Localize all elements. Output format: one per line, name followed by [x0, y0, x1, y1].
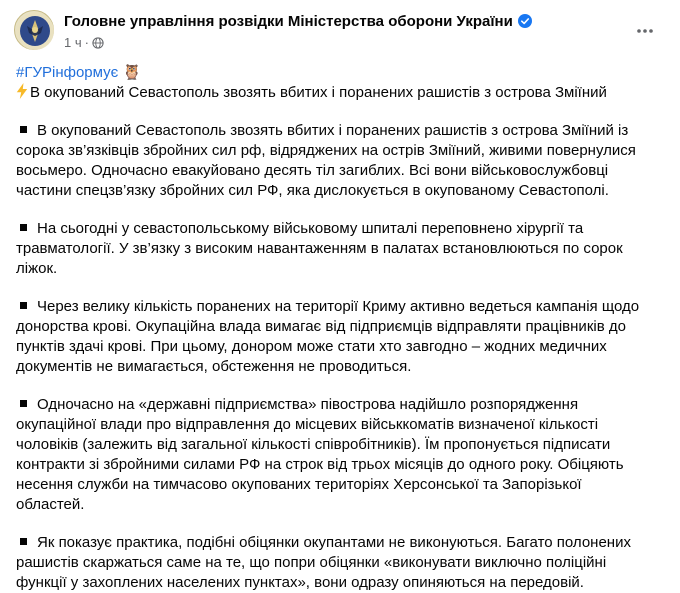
headline-text: В окупований Севастополь звозять вбитих і поранених рашистів з острова Зміїний: [30, 84, 607, 101]
paragraph-1: [16, 121, 656, 201]
paragraph-line: сорока зв’язківців збройних сил рф, відряджених на острів Зміїний, живими повернулися: [16, 142, 636, 159]
page-name-text[interactable]: Головне управління розвідки Міністерства оборони України: [64, 13, 513, 30]
paragraph-line: [16, 297, 656, 317]
paragraph-line: [16, 219, 656, 239]
page-name[interactable]: [64, 13, 532, 30]
lightning-icon: [16, 83, 28, 99]
paragraph-line: частини спецзв’язку збройних сил РФ, яка дислокується в окупованому Севастополі.: [16, 182, 609, 199]
page-avatar[interactable]: [14, 10, 54, 50]
bullet-icon: [20, 302, 27, 309]
paragraph-4: [16, 395, 656, 515]
paragraph-line: несення служби на тимчасово окупованих територіях Херсонської та Запорізької: [16, 476, 582, 493]
gur-emblem-icon: [15, 11, 55, 51]
paragraph-line: [16, 533, 656, 553]
bullet-icon: [20, 538, 27, 545]
paragraph-line: контракти зі збройними силами РФ на строк від трьох місяців до одного року. Обіцяють: [16, 456, 624, 473]
paragraph-2: [16, 219, 656, 279]
post-header: [14, 10, 666, 58]
verified-badge-icon: [518, 14, 532, 28]
hashtag-link[interactable]: #ГУРінформує: [16, 64, 119, 81]
post-body: [16, 63, 656, 593]
post-headline: [16, 83, 656, 103]
paragraph-line: функції у захоплених населених пунктах», вони одразу опиняються на передовій.: [16, 574, 584, 591]
paragraph-line: окупаційної влади про відправлення до місцевих військкоматів визначеної кількості: [16, 416, 599, 433]
paragraph-line: областей.: [16, 496, 85, 513]
more-options-button[interactable]: [630, 16, 660, 46]
paragraph-line: рашистів скаржаться саме на те, що попри обіцянки «виконувати виключно поліційні: [16, 554, 607, 571]
paragraph-5: [16, 533, 656, 593]
more-options-icon: [635, 21, 655, 41]
paragraph-line: донорства крові. Окупаційна влада вимагає від підприємців відправляти працівників до: [16, 318, 626, 335]
post-timestamp[interactable]: 1 ч: [64, 35, 82, 50]
bullet-icon: [20, 126, 27, 133]
meta-separator: ·: [84, 35, 89, 50]
paragraph-text: На сьогодні у севастопольському військовому шпиталі переповнено хірургії та: [37, 220, 584, 237]
paragraph-line: [16, 121, 656, 141]
paragraph-3: [16, 297, 656, 377]
paragraph-line: восьмеро. Одночасно евакуйовано десять тіл загиблих. Всі вони військовослужбовці: [16, 162, 609, 179]
post-meta: [64, 35, 104, 50]
paragraph-text: В окупований Севастополь звозять вбитих і поранених рашистів з острова Зміїний із: [37, 122, 629, 139]
bullet-icon: [20, 224, 27, 231]
paragraph-text: Як показує практика, подібні обіцянки окупантами не виконуються. Багато полонених: [37, 534, 631, 551]
paragraph-text: Через велику кількість поранених на території Криму активно ведеться кампанія щодо: [37, 298, 640, 315]
owl-emoji: 🦉: [122, 64, 142, 81]
paragraph-line: чоловіків (залежить від загальної кількості співробітників). Їм пропонується підписати: [16, 436, 611, 453]
paragraph-line: пунктів здачі крові. При цьому, донором може стати хто завгодно – жодних медичних: [16, 338, 607, 355]
paragraph-line: ліжок.: [16, 260, 58, 277]
hashtag-line: [16, 63, 656, 83]
bullet-icon: [20, 400, 27, 407]
paragraph-line: документів не вимагається, обстеження не проводиться.: [16, 358, 412, 375]
globe-icon[interactable]: [92, 37, 104, 49]
paragraph-line: травматології. У зв’язку з високим навантаженням в палатах встановлюються по сорок: [16, 240, 623, 257]
paragraph-text: Одночасно на «державні підприємства» півострова надійшло розпорядження: [37, 396, 579, 413]
paragraph-line: [16, 395, 656, 415]
